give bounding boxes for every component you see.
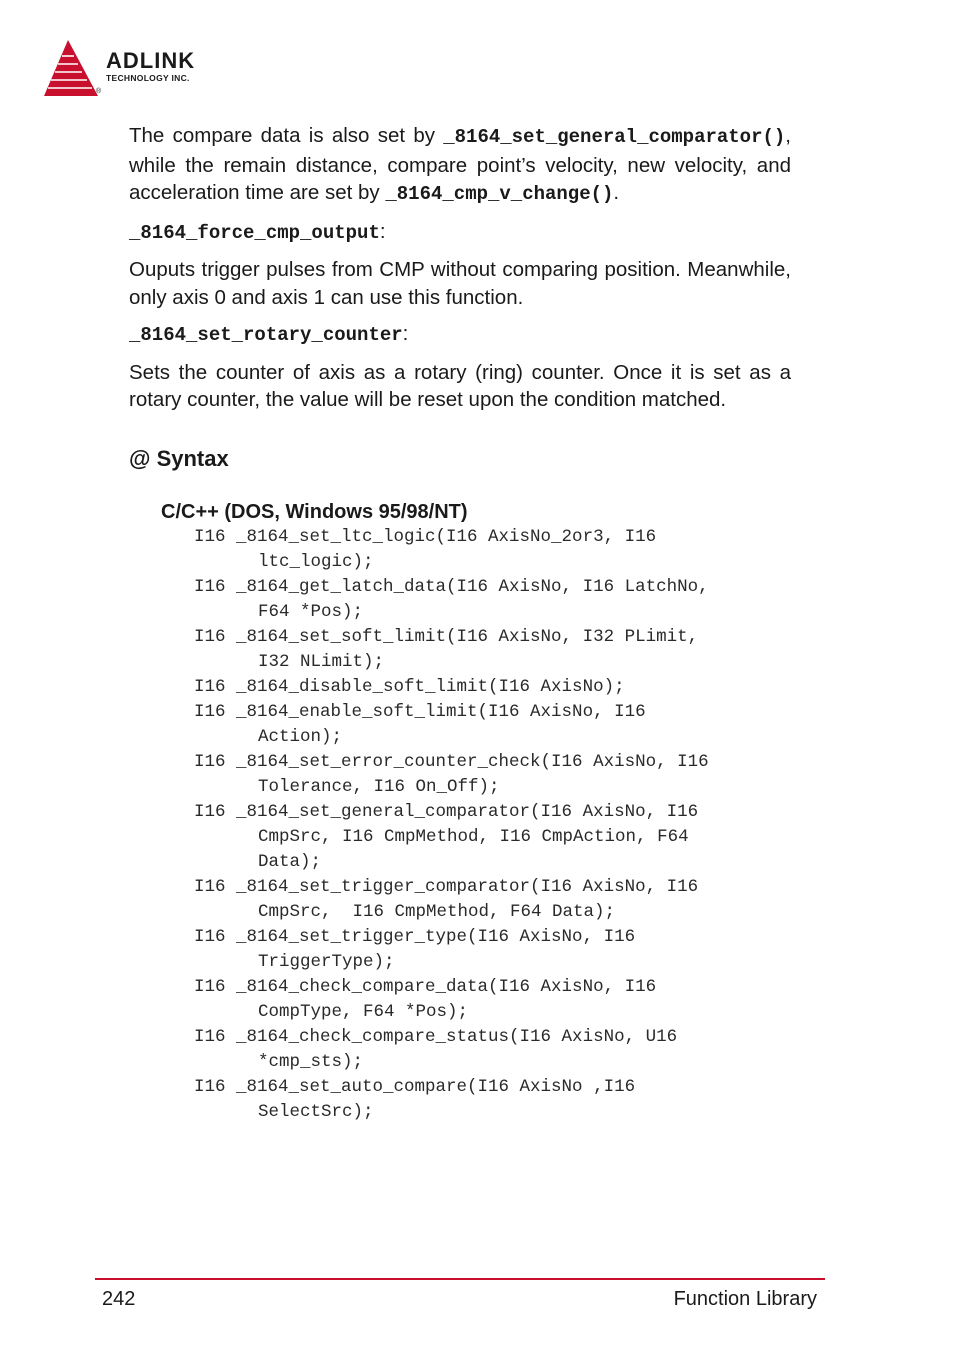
adlink-triangle-icon (42, 38, 102, 98)
code-line-continuation: *cmp_sts); (258, 1051, 364, 1072)
code-line-continuation: Data); (258, 851, 322, 872)
code-line: I16 _8164_get_latch_data(I16 AxisNo, I16 LatchNo, (194, 576, 709, 597)
syntax-heading: @ Syntax (129, 445, 229, 471)
code-line-continuation: TriggerType); (258, 951, 395, 972)
function-description: Sets the counter of axis as a rotary (ring) counter. Once it is set as a rotary counter, the value will be reset upon the condition matched. (129, 360, 791, 411)
code-line-continuation: SelectSrc); (258, 1101, 374, 1122)
code-line: I16 _8164_set_trigger_comparator(I16 AxisNo, I16 (194, 876, 699, 897)
function-heading (129, 320, 791, 350)
compare-data-paragraph (129, 122, 791, 209)
page-number: 242 (102, 1288, 136, 1310)
paragraph-text: . (613, 181, 620, 204)
logo-name: ADLINK (106, 48, 196, 73)
colon: : (379, 219, 386, 243)
code-line-continuation: ltc_logic); (258, 551, 374, 572)
footer-title: Function Library (673, 1288, 817, 1310)
function-name: _8164_set_rotary_counter (129, 324, 403, 346)
code-line: I16 _8164_enable_soft_limit(I16 AxisNo, I16 (194, 701, 646, 722)
code-line: I16 _8164_set_trigger_type(I16 AxisNo, I16 (194, 926, 636, 947)
code-line-continuation: CmpSrc, I16 CmpMethod, F64 Data); (258, 901, 616, 922)
code-line: I16 _8164_set_ltc_logic(I16 AxisNo_2or3, I16 (194, 526, 657, 547)
colon: : (402, 322, 409, 345)
code-line-continuation: I32 NLimit); (258, 651, 385, 672)
footer-rule (95, 1278, 825, 1280)
code-line: I16 _8164_set_auto_compare(I16 AxisNo ,I16 (194, 1076, 636, 1097)
code-line-continuation: F64 *Pos); (258, 601, 364, 622)
function-name: _8164_force_cmp_output (129, 221, 380, 244)
page-content (129, 122, 791, 1125)
code-line-continuation: Tolerance, I16 On_Off); (258, 776, 500, 797)
function-ref: _8164_set_general_comparator() (443, 126, 786, 148)
function-heading (129, 218, 791, 248)
function-ref: _8164_cmp_v_change() (385, 183, 614, 205)
code-line: I16 _8164_set_error_counter_check(I16 AxisNo, I16 (194, 751, 709, 772)
code-line: I16 _8164_set_soft_limit(I16 AxisNo, I32 PLimit, (194, 626, 699, 647)
code-line-continuation: CompType, F64 *Pos); (258, 1001, 469, 1022)
function-description: Ouputs trigger pulses from CMP without comparing position. Meanwhile, only axis 0 and axis 1 can use this function. (129, 258, 791, 309)
code-line-continuation: Action); (258, 726, 343, 747)
code-line-continuation: CmpSrc, I16 CmpMethod, I16 CmpAction, F64 (258, 826, 689, 847)
adlink-logo (42, 38, 242, 100)
logo-subtitle: TECHNOLOGY INC. (106, 73, 190, 83)
code-line: I16 _8164_disable_soft_limit(I16 AxisNo); (194, 676, 625, 697)
code-line: I16 _8164_check_compare_data(I16 AxisNo, I16 (194, 976, 657, 997)
code-block (194, 525, 794, 1125)
code-line: I16 _8164_set_general_comparator(I16 AxisNo, I16 (194, 801, 699, 822)
paragraph-text: , while the remain distance, compare point’s velocity, new velocity, and acceleration time are set by (129, 124, 791, 204)
code-line: I16 _8164_check_compare_status(I16 AxisNo, U16 (194, 1026, 678, 1047)
paragraph-text: The compare data is also set by (129, 124, 444, 147)
language-heading: C/C++ (DOS, Windows 95/98/NT) (161, 500, 468, 523)
registered-mark: ® (96, 88, 102, 95)
